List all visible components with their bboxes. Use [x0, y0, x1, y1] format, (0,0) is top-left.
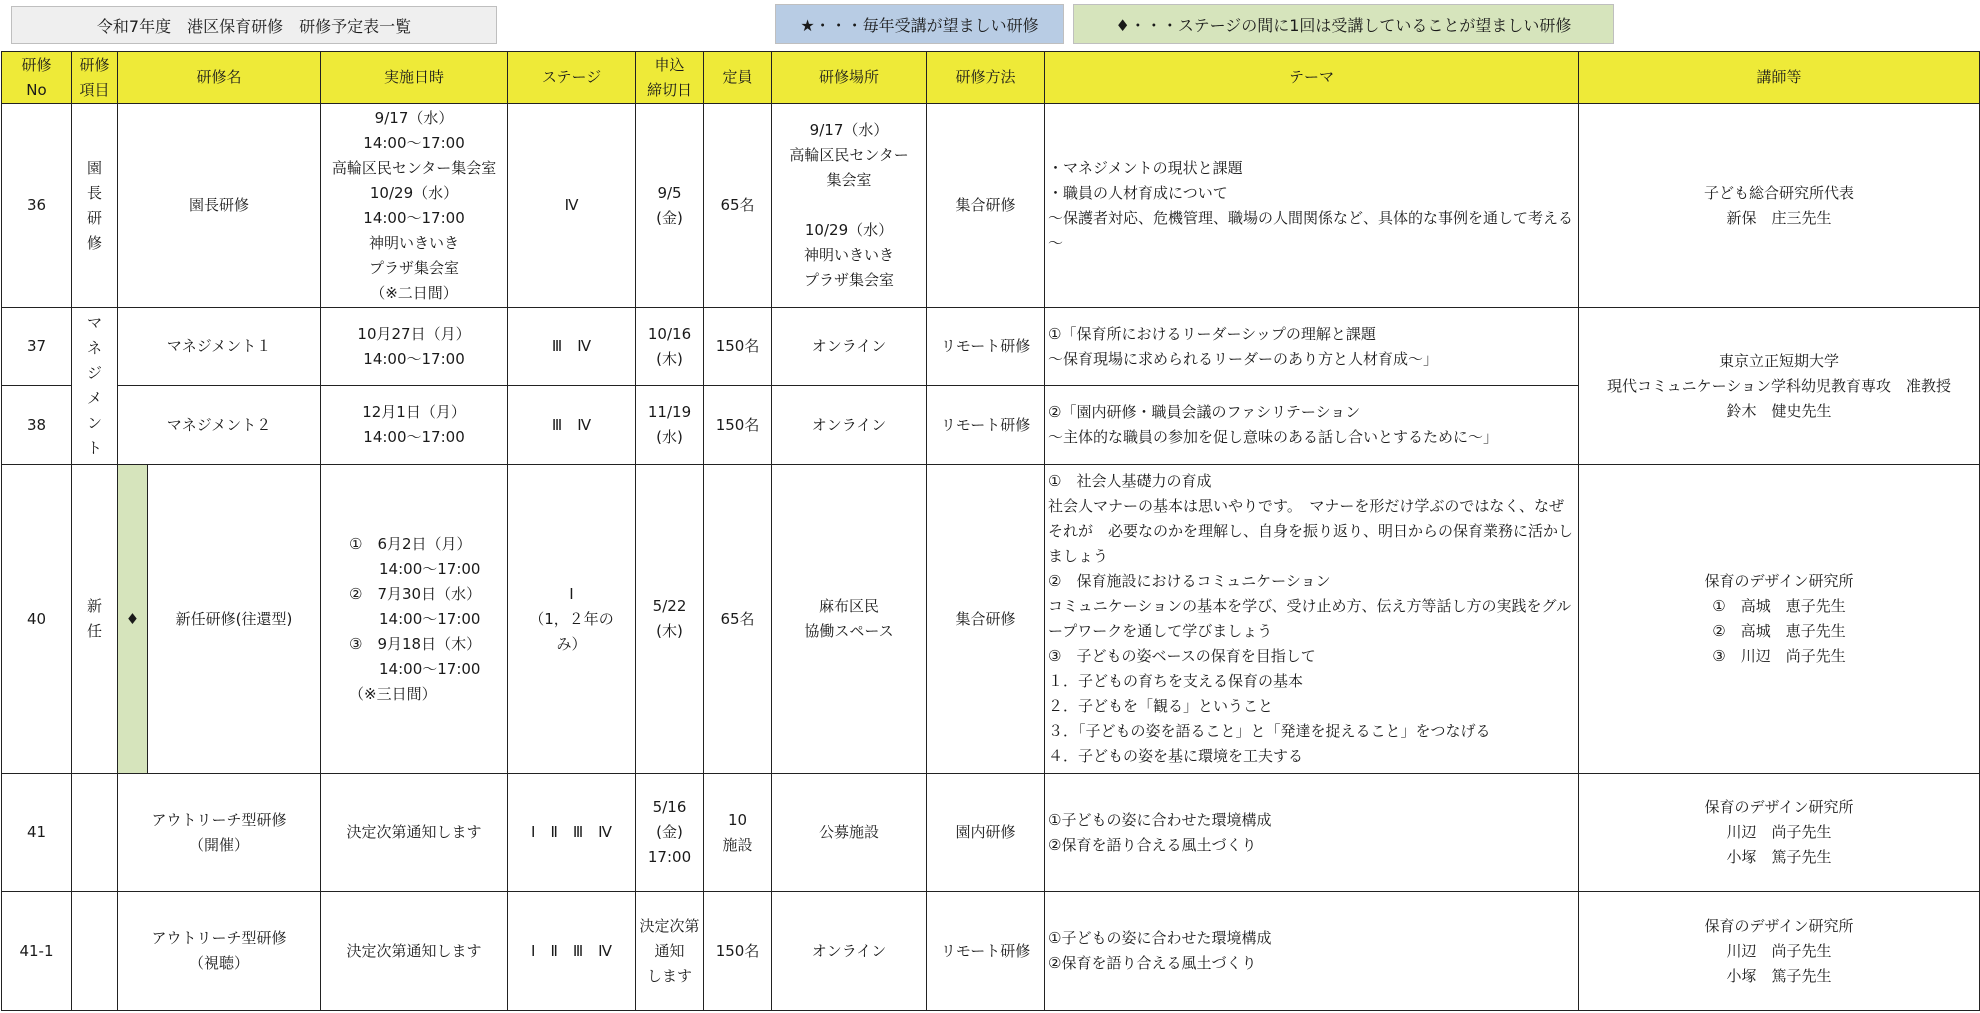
cell-name: 園長研修	[118, 104, 321, 308]
training-schedule-table	[1, 51, 1980, 1011]
cell-deadline: 11/19 (水)	[636, 386, 704, 465]
cell-theme: ①子どもの姿に合わせた環境構成 ②保育を語り合える風土づくり	[1045, 892, 1579, 1011]
cell-deadline: 10/16 (木)	[636, 308, 704, 386]
cell-deadline: 5/22 (木)	[636, 465, 704, 774]
cell-theme: ②「園内研修・職員会議のファシリテーション ～主体的な職員の参加を促し意味のある話し合いとするために～」	[1045, 386, 1579, 465]
cell-theme: ①子どもの姿に合わせた環境構成 ②保育を語り合える風土づくり	[1045, 774, 1579, 892]
cell-lecturer: 保育のデザイン研究所 川辺 尚子先生 小塚 篤子先生	[1579, 892, 1980, 1011]
cell-no: 40	[2, 465, 72, 774]
col-header-theme: テーマ	[1045, 52, 1579, 104]
cell-item	[72, 308, 118, 465]
cell-place: オンライン	[772, 892, 927, 1011]
cell-date: 決定次第通知します	[321, 774, 508, 892]
diamond-mark: ♦	[118, 465, 148, 774]
cell-stage: Ⅲ Ⅳ	[508, 308, 636, 386]
cell-deadline: 9/5 (金)	[636, 104, 704, 308]
table-row	[2, 308, 1980, 386]
cell-place: 9/17（水） 高輪区民センター 集会室 10/29（水） 神明いきいき プラザ集会室	[772, 104, 927, 308]
col-header-place: 研修場所	[772, 52, 927, 104]
col-header-no: 研修 No	[2, 52, 72, 104]
table-row	[2, 774, 1980, 892]
cell-name: アウトリーチ型研修 （視聴）	[118, 892, 321, 1011]
cell-item	[72, 892, 118, 1011]
page-title: 令和7年度 港区保育研修 研修予定表一覧	[11, 6, 497, 44]
cell-capacity: 65名	[704, 465, 772, 774]
cell-place: 麻布区民 協働スペース	[772, 465, 927, 774]
cell-name: マネジメント２	[118, 386, 321, 465]
cell-no: 41	[2, 774, 72, 892]
cell-method: 集合研修	[927, 104, 1045, 308]
cell-lecturer: 東京立正短期大学 現代コミュニケーション学科幼児教育専攻 准教授 鈴木 健史先生	[1579, 308, 1980, 465]
col-header-lecturer: 講師等	[1579, 52, 1980, 104]
cell-capacity: 150名	[704, 386, 772, 465]
col-header-item: 研修 項目	[72, 52, 118, 104]
cell-method: リモート研修	[927, 386, 1045, 465]
col-header-name: 研修名	[118, 52, 321, 104]
table-row	[2, 892, 1980, 1011]
col-header-deadline: 申込 締切日	[636, 52, 704, 104]
item-label: マネジメント	[86, 314, 102, 457]
cell-capacity: 150名	[704, 892, 772, 1011]
cell-lecturer: 子ども総合研究所代表 新保 庄三先生	[1579, 104, 1980, 308]
cell-method: 集合研修	[927, 465, 1045, 774]
cell-capacity: 65名	[704, 104, 772, 308]
cell-date: 10月27日（月） 14:00～17:00	[321, 308, 508, 386]
cell-no: 41-1	[2, 892, 72, 1011]
cell-deadline: 5/16 (金) 17:00	[636, 774, 704, 892]
cell-stage: Ⅰ Ⅱ Ⅲ Ⅳ	[508, 892, 636, 1011]
legend-diamond: ♦・・・ステージの間に1回は受講していることが望ましい研修	[1073, 4, 1614, 44]
cell-place: オンライン	[772, 386, 927, 465]
cell-capacity: 150名	[704, 308, 772, 386]
cell-stage: Ⅰ （1，２年の み）	[508, 465, 636, 774]
cell-stage: Ⅰ Ⅱ Ⅲ Ⅳ	[508, 774, 636, 892]
table-row	[2, 465, 1980, 774]
col-header-stage: ステージ	[508, 52, 636, 104]
cell-item	[72, 465, 118, 774]
item-label: 新任	[86, 597, 102, 640]
cell-theme: ①「保育所におけるリーダーシップの理解と課題 ～保育現場に求められるリーダーのあり方と人材育成～」	[1045, 308, 1579, 386]
cell-name: 新任研修(往還型)	[148, 465, 321, 774]
col-header-method: 研修方法	[927, 52, 1045, 104]
cell-deadline: 決定次第 通知 します	[636, 892, 704, 1011]
cell-place: オンライン	[772, 308, 927, 386]
col-header-capacity: 定員	[704, 52, 772, 104]
cell-method: リモート研修	[927, 308, 1045, 386]
cell-lecturer: 保育のデザイン研究所 ① 高城 恵子先生 ② 高城 恵子先生 ③ 川辺 尚子先生	[1579, 465, 1980, 774]
cell-method: リモート研修	[927, 892, 1045, 1011]
col-header-date: 実施日時	[321, 52, 508, 104]
cell-date: ① 6月2日（月） 14:00～17:00 ② 7月30日（水） 14:00～17:00 ③ 9月18日（木） 14:00～17:00 （※三日間）	[321, 465, 508, 774]
legend-star: ★・・・毎年受講が望ましい研修	[775, 4, 1064, 44]
cell-no: 36	[2, 104, 72, 308]
table-row	[2, 104, 1980, 308]
item-label: 園長研修	[86, 158, 102, 252]
cell-lecturer: 保育のデザイン研究所 川辺 尚子先生 小塚 篤子先生	[1579, 774, 1980, 892]
cell-no: 38	[2, 386, 72, 465]
cell-capacity: 10 施設	[704, 774, 772, 892]
cell-no: 37	[2, 308, 72, 386]
cell-theme: ① 社会人基礎力の育成 社会人マナーの基本は思いやりです。 マナーを形だけ学ぶのではなく、なぜそれが 必要なのかを理解し、自身を振り返り、明日からの保育業務に活かしましょう ② 保育施設におけるコミュニケーション コミュニケーションの基本を学び、受け止め方、伝え方等話し方の実践をグループワークを通して学びましょう ③ 子どもの姿ベースの保育を目指して １．子どもの育ちを支える保育の基本 ２．子どもを「観る」ということ ３．「子どもの姿を語ること」と「発達を捉えること」をつなげる ４．子どもの姿を基に環境を工夫する	[1045, 465, 1579, 774]
cell-date: 9/17（水） 14:00～17:00 高輪区民センター集会室 10/29（水） 14:00～17:00 神明いきいき プラザ集会室 （※二日間）	[321, 104, 508, 308]
cell-item	[72, 104, 118, 308]
cell-method: 園内研修	[927, 774, 1045, 892]
cell-name: マネジメント１	[118, 308, 321, 386]
cell-date: 12月1日（月） 14:00～17:00	[321, 386, 508, 465]
cell-stage: Ⅲ Ⅳ	[508, 386, 636, 465]
cell-stage: Ⅳ	[508, 104, 636, 308]
header-row	[2, 52, 1980, 104]
cell-place: 公募施設	[772, 774, 927, 892]
cell-date: 決定次第通知します	[321, 892, 508, 1011]
cell-theme: ・マネジメントの現状と課題 ・職員の人材育成について ～保護者対応、危機管理、職場の人間関係など、具体的な事例を通して考える～	[1045, 104, 1579, 308]
cell-item	[72, 774, 118, 892]
cell-name: アウトリーチ型研修 （開催）	[118, 774, 321, 892]
